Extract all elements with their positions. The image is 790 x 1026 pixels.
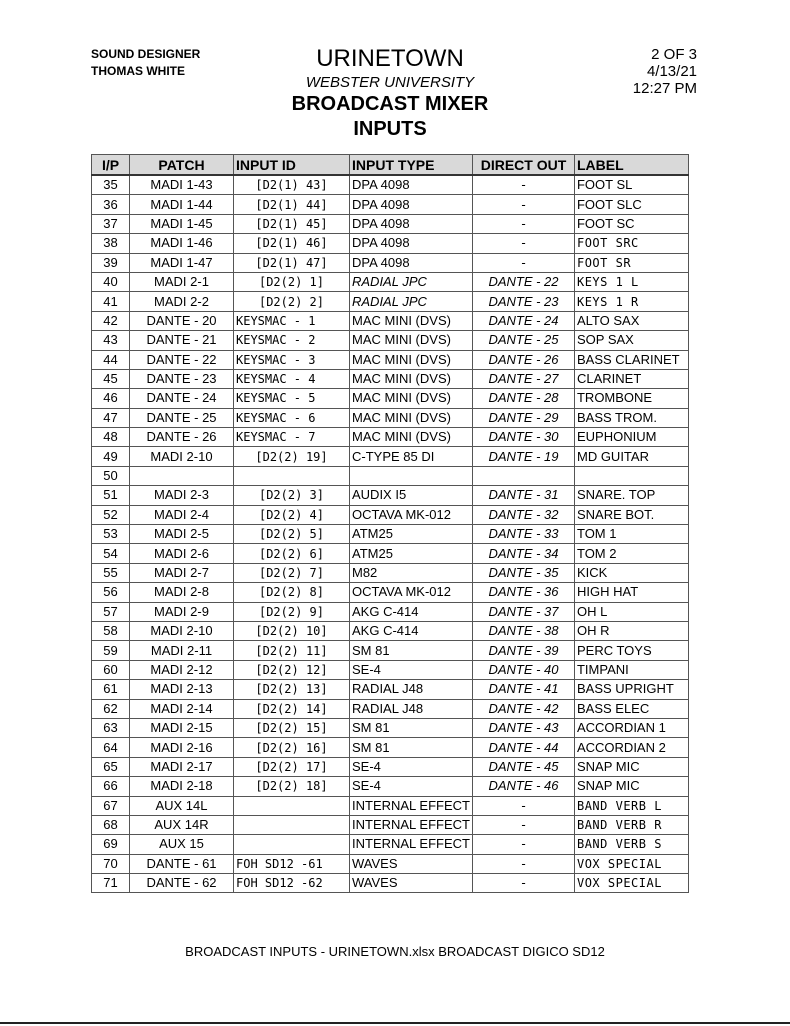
cell-input-type: DPA 4098 [350, 175, 473, 195]
cell-input-type: OCTAVA MK-012 [350, 505, 473, 524]
cell-input-type: MAC MINI (DVS) [350, 369, 473, 388]
cell-input-id: [D2(2) 7] [234, 563, 350, 582]
cell-ip: 71 [92, 874, 130, 893]
cell-input-type: SE-4 [350, 757, 473, 776]
table-row [92, 428, 689, 447]
cell-patch: MADI 2-17 [130, 757, 234, 776]
cell-ip: 59 [92, 641, 130, 660]
cell-direct-out: - [472, 835, 574, 854]
cell-label: TROMBONE [574, 389, 688, 408]
table-row [92, 680, 689, 699]
cell-patch: MADI 2-18 [130, 777, 234, 796]
cell-label: FOOT SRC [574, 234, 688, 253]
cell-direct-out: DANTE - 41 [472, 680, 574, 699]
table-row [92, 854, 689, 873]
cell-input-type: AKG C-414 [350, 621, 473, 640]
cell-input-type: DPA 4098 [350, 195, 473, 214]
cell-ip: 35 [92, 175, 130, 195]
cell-ip: 47 [92, 408, 130, 427]
cell-label: BASS CLARINET [574, 350, 688, 369]
cell-direct-out: - [472, 195, 574, 214]
cell-label: MD GUITAR [574, 447, 688, 466]
cell-direct-out: DANTE - 31 [472, 486, 574, 505]
cell-ip: 57 [92, 602, 130, 621]
cell-direct-out: DANTE - 46 [472, 777, 574, 796]
cell-patch: MADI 2-6 [130, 544, 234, 563]
cell-direct-out: - [472, 214, 574, 233]
table-row [92, 621, 689, 640]
cell-input-id: [D2(2) 8] [234, 583, 350, 602]
cell-ip: 68 [92, 815, 130, 834]
cell-input-id: [D2(2) 17] [234, 757, 350, 776]
cell-label: BASS TROM. [574, 408, 688, 427]
table-row [92, 699, 689, 718]
cell-direct-out: - [472, 175, 574, 195]
cell-direct-out: DANTE - 37 [472, 602, 574, 621]
cell-ip: 58 [92, 621, 130, 640]
cell-label: FOOT SR [574, 253, 688, 272]
cell-patch: MADI 2-10 [130, 447, 234, 466]
cell-ip: 54 [92, 544, 130, 563]
cell-ip: 50 [92, 466, 130, 485]
cell-input-id: [D2(2) 2] [234, 292, 350, 311]
cell-input-type: C-TYPE 85 DI [350, 447, 473, 466]
column-header-patch: PATCH [130, 155, 234, 176]
cell-ip: 65 [92, 757, 130, 776]
cell-patch: MADI 2-13 [130, 680, 234, 699]
table-row [92, 563, 689, 582]
cell-label: PERC TOYS [574, 641, 688, 660]
table-row [92, 835, 689, 854]
cell-ip: 66 [92, 777, 130, 796]
cell-input-type: MAC MINI (DVS) [350, 389, 473, 408]
table-row [92, 292, 689, 311]
table-row [92, 583, 689, 602]
cell-ip: 51 [92, 486, 130, 505]
cell-label: BASS UPRIGHT [574, 680, 688, 699]
cell-label: SNAP MIC [574, 777, 688, 796]
page-footer: BROADCAST INPUTS - URINETOWN.xlsx BROADCAST DIGICO SD12 [185, 944, 605, 959]
table-row [92, 738, 689, 757]
cell-direct-out: DANTE - 30 [472, 428, 574, 447]
cell-direct-out: DANTE - 24 [472, 311, 574, 330]
cell-direct-out: DANTE - 36 [472, 583, 574, 602]
cell-direct-out: DANTE - 43 [472, 718, 574, 737]
document-title: BROADCAST MIXER [291, 93, 489, 115]
cell-ip: 36 [92, 195, 130, 214]
cell-patch [130, 466, 234, 485]
page-bottom-rule [0, 1022, 790, 1024]
table-row [92, 272, 689, 291]
cell-input-id: KEYSMAC - 6 [234, 408, 350, 427]
cell-direct-out: DANTE - 45 [472, 757, 574, 776]
cell-patch: MADI 1-47 [130, 253, 234, 272]
cell-label: FOOT SL [574, 175, 688, 195]
cell-direct-out: - [472, 796, 574, 815]
cell-input-type: MAC MINI (DVS) [350, 311, 473, 330]
cell-ip: 52 [92, 505, 130, 524]
cell-input-id: [D2(2) 19] [234, 447, 350, 466]
cell-input-type: RADIAL J48 [350, 680, 473, 699]
cell-ip: 39 [92, 253, 130, 272]
cell-label: KICK [574, 563, 688, 582]
cell-input-type: INTERNAL EFFECT [350, 796, 473, 815]
cell-input-type: MAC MINI (DVS) [350, 428, 473, 447]
table-row [92, 525, 689, 544]
cell-ip: 53 [92, 525, 130, 544]
cell-input-id: [D2(2) 15] [234, 718, 350, 737]
cell-direct-out: DANTE - 22 [472, 272, 574, 291]
table-header-row [92, 155, 689, 176]
cell-patch: DANTE - 24 [130, 389, 234, 408]
cell-input-id [234, 796, 350, 815]
cell-ip: 56 [92, 583, 130, 602]
cell-label: TOM 2 [574, 544, 688, 563]
table-row [92, 660, 689, 679]
table-row [92, 718, 689, 737]
cell-input-id: [D2(2) 10] [234, 621, 350, 640]
cell-label: CLARINET [574, 369, 688, 388]
page-number: 2 OF 3 [651, 46, 697, 63]
cell-input-type: DPA 4098 [350, 214, 473, 233]
cell-direct-out: DANTE - 42 [472, 699, 574, 718]
cell-patch: DANTE - 26 [130, 428, 234, 447]
cell-input-id: KEYSMAC - 5 [234, 389, 350, 408]
column-header-direct-out: DIRECT OUT [472, 155, 574, 176]
table-row [92, 234, 689, 253]
cell-label: FOOT SC [574, 214, 688, 233]
table-row [92, 815, 689, 834]
cell-label: BAND VERB R [574, 815, 688, 834]
cell-input-id: KEYSMAC - 7 [234, 428, 350, 447]
column-header-input-type: INPUT TYPE [350, 155, 473, 176]
cell-input-id [234, 815, 350, 834]
cell-label: ACCORDIAN 1 [574, 718, 688, 737]
cell-input-id: FOH SD12 -61 [234, 854, 350, 873]
cell-patch: MADI 1-46 [130, 234, 234, 253]
cell-direct-out: DANTE - 19 [472, 447, 574, 466]
cell-patch: MADI 2-7 [130, 563, 234, 582]
cell-patch: MADI 2-2 [130, 292, 234, 311]
cell-patch: DANTE - 61 [130, 854, 234, 873]
cell-label: BASS ELEC [574, 699, 688, 718]
cell-ip: 67 [92, 796, 130, 815]
cell-direct-out: DANTE - 33 [472, 525, 574, 544]
cell-patch: AUX 14L [130, 796, 234, 815]
cell-input-type: M82 [350, 563, 473, 582]
table-row [92, 486, 689, 505]
cell-input-id: [D2(2) 14] [234, 699, 350, 718]
cell-label: SNARE BOT. [574, 505, 688, 524]
cell-direct-out: DANTE - 29 [472, 408, 574, 427]
table-row [92, 350, 689, 369]
cell-ip: 41 [92, 292, 130, 311]
column-header-ip: I/P [92, 155, 130, 176]
cell-input-type: ATM25 [350, 525, 473, 544]
cell-patch: MADI 2-8 [130, 583, 234, 602]
cell-patch: DANTE - 21 [130, 331, 234, 350]
cell-input-id [234, 466, 350, 485]
cell-input-id: KEYSMAC - 2 [234, 331, 350, 350]
cell-patch: AUX 15 [130, 835, 234, 854]
print-date: 4/13/21 [646, 63, 697, 80]
cell-ip: 40 [92, 272, 130, 291]
cell-input-id: KEYSMAC - 3 [234, 350, 350, 369]
cell-input-type: RADIAL JPC [350, 272, 473, 291]
cell-input-id: [D2(2) 12] [234, 660, 350, 679]
table-row [92, 796, 689, 815]
cell-input-type: SM 81 [350, 738, 473, 757]
cell-input-type: INTERNAL EFFECT [350, 815, 473, 834]
cell-patch: MADI 2-14 [130, 699, 234, 718]
cell-input-id: [D2(2) 11] [234, 641, 350, 660]
cell-label: BAND VERB L [574, 796, 688, 815]
cell-direct-out: DANTE - 44 [472, 738, 574, 757]
cell-ip: 37 [92, 214, 130, 233]
cell-input-type: MAC MINI (DVS) [350, 331, 473, 350]
cell-ip: 70 [92, 854, 130, 873]
cell-input-id: [D2(1) 46] [234, 234, 350, 253]
table-row [92, 369, 689, 388]
cell-patch: AUX 14R [130, 815, 234, 834]
table-row [92, 602, 689, 621]
cell-direct-out: DANTE - 23 [472, 292, 574, 311]
cell-input-id: FOH SD12 -62 [234, 874, 350, 893]
cell-patch: MADI 2-11 [130, 641, 234, 660]
cell-input-type: AUDIX I5 [350, 486, 473, 505]
cell-input-id: [D2(1) 45] [234, 214, 350, 233]
cell-direct-out [472, 466, 574, 485]
print-time: 12:27 PM [632, 80, 697, 97]
cell-input-id: [D2(2) 9] [234, 602, 350, 621]
cell-direct-out: DANTE - 25 [472, 331, 574, 350]
cell-input-id: [D2(1) 47] [234, 253, 350, 272]
page-info-block [633, 46, 697, 97]
cell-direct-out: - [472, 815, 574, 834]
cell-input-type: DPA 4098 [350, 253, 473, 272]
cell-input-id: [D2(2) 6] [234, 544, 350, 563]
cell-input-id: [D2(1) 44] [234, 195, 350, 214]
table-row [92, 757, 689, 776]
cell-ip: 49 [92, 447, 130, 466]
column-header-input-id: INPUT ID [234, 155, 350, 176]
cell-input-type: ATM25 [350, 544, 473, 563]
cell-direct-out: - [472, 874, 574, 893]
cell-input-id: [D2(2) 5] [234, 525, 350, 544]
cell-input-id: KEYSMAC - 1 [234, 311, 350, 330]
table-row [92, 505, 689, 524]
table-row [92, 311, 689, 330]
cell-label: OH L [574, 602, 688, 621]
cell-input-type: SE-4 [350, 660, 473, 679]
cell-patch: MADI 2-10 [130, 621, 234, 640]
cell-input-type: INTERNAL EFFECT [350, 835, 473, 854]
cell-input-type: SM 81 [350, 718, 473, 737]
cell-patch: MADI 2-3 [130, 486, 234, 505]
designer-role: SOUND DESIGNER [91, 47, 201, 61]
table-row [92, 175, 689, 195]
cell-input-id: [D2(2) 4] [234, 505, 350, 524]
cell-patch: MADI 2-16 [130, 738, 234, 757]
cell-label: SNAP MIC [574, 757, 688, 776]
cell-ip: 46 [92, 389, 130, 408]
cell-patch: MADI 1-45 [130, 214, 234, 233]
cell-input-id: [D2(2) 16] [234, 738, 350, 757]
inputs-table [91, 154, 689, 893]
cell-input-id: [D2(1) 43] [234, 175, 350, 195]
cell-direct-out: - [472, 234, 574, 253]
cell-ip: 60 [92, 660, 130, 679]
cell-direct-out: DANTE - 34 [472, 544, 574, 563]
cell-direct-out: - [472, 854, 574, 873]
cell-direct-out: DANTE - 27 [472, 369, 574, 388]
cell-input-id: [D2(2) 1] [234, 272, 350, 291]
table-row [92, 253, 689, 272]
cell-ip: 64 [92, 738, 130, 757]
cell-label: KEYS 1 R [574, 292, 688, 311]
cell-label: TOM 1 [574, 525, 688, 544]
cell-patch: DANTE - 25 [130, 408, 234, 427]
cell-label: ACCORDIAN 2 [574, 738, 688, 757]
cell-ip: 45 [92, 369, 130, 388]
cell-ip: 43 [92, 331, 130, 350]
cell-input-type: MAC MINI (DVS) [350, 350, 473, 369]
cell-patch: MADI 2-9 [130, 602, 234, 621]
cell-direct-out: DANTE - 28 [472, 389, 574, 408]
cell-label: OH R [574, 621, 688, 640]
cell-ip: 55 [92, 563, 130, 582]
title-block [240, 44, 540, 142]
cell-ip: 61 [92, 680, 130, 699]
cell-label: HIGH HAT [574, 583, 688, 602]
cell-input-type: SE-4 [350, 777, 473, 796]
cell-patch: MADI 2-4 [130, 505, 234, 524]
table-row [92, 544, 689, 563]
cell-patch: MADI 1-44 [130, 195, 234, 214]
table-row [92, 408, 689, 427]
cell-direct-out: - [472, 253, 574, 272]
cell-label: EUPHONIUM [574, 428, 688, 447]
cell-ip: 42 [92, 311, 130, 330]
cell-input-id: KEYSMAC - 4 [234, 369, 350, 388]
cell-patch: DANTE - 22 [130, 350, 234, 369]
cell-label: BAND VERB S [574, 835, 688, 854]
cell-direct-out: DANTE - 38 [472, 621, 574, 640]
cell-input-type: WAVES [350, 854, 473, 873]
cell-direct-out: DANTE - 40 [472, 660, 574, 679]
cell-label: TIMPANI [574, 660, 688, 679]
cell-patch: MADI 2-5 [130, 525, 234, 544]
cell-direct-out: DANTE - 35 [472, 563, 574, 582]
table-row [92, 195, 689, 214]
cell-input-type: OCTAVA MK-012 [350, 583, 473, 602]
cell-label: SOP SAX [574, 331, 688, 350]
cell-direct-out: DANTE - 39 [472, 641, 574, 660]
cell-input-type: RADIAL JPC [350, 292, 473, 311]
cell-ip: 69 [92, 835, 130, 854]
table-row [92, 777, 689, 796]
cell-ip: 62 [92, 699, 130, 718]
cell-label: KEYS 1 L [574, 272, 688, 291]
cell-patch: DANTE - 20 [130, 311, 234, 330]
venue-name: WEBSTER UNIVERSITY [305, 74, 475, 91]
cell-direct-out: DANTE - 32 [472, 505, 574, 524]
cell-input-type: RADIAL J48 [350, 699, 473, 718]
cell-label: FOOT SLC [574, 195, 688, 214]
cell-label: ALTO SAX [574, 311, 688, 330]
table-row [92, 641, 689, 660]
cell-label [574, 466, 688, 485]
cell-ip: 44 [92, 350, 130, 369]
show-title: URINETOWN [316, 45, 464, 72]
cell-input-type [350, 466, 473, 485]
table-row [92, 214, 689, 233]
cell-direct-out: DANTE - 26 [472, 350, 574, 369]
cell-label: SNARE. TOP [574, 486, 688, 505]
cell-ip: 38 [92, 234, 130, 253]
cell-input-type: MAC MINI (DVS) [350, 408, 473, 427]
document-subtitle: INPUTS [353, 118, 427, 140]
table-row [92, 447, 689, 466]
designer-name: THOMAS WHITE [91, 64, 185, 78]
cell-label: VOX SPECIAL [574, 874, 688, 893]
table-row [92, 874, 689, 893]
cell-input-id [234, 835, 350, 854]
cell-input-type: DPA 4098 [350, 234, 473, 253]
cell-ip: 48 [92, 428, 130, 447]
cell-input-id: [D2(2) 13] [234, 680, 350, 699]
cell-ip: 63 [92, 718, 130, 737]
cell-patch: MADI 2-1 [130, 272, 234, 291]
cell-patch: MADI 1-43 [130, 175, 234, 195]
cell-input-id: [D2(2) 3] [234, 486, 350, 505]
column-header-label: LABEL [574, 155, 688, 176]
table-row [92, 331, 689, 350]
cell-patch: MADI 2-15 [130, 718, 234, 737]
cell-patch: DANTE - 62 [130, 874, 234, 893]
table-row [92, 466, 689, 485]
cell-patch: DANTE - 23 [130, 369, 234, 388]
cell-patch: MADI 2-12 [130, 660, 234, 679]
cell-input-type: WAVES [350, 874, 473, 893]
cell-label: VOX SPECIAL [574, 854, 688, 873]
cell-input-id: [D2(2) 18] [234, 777, 350, 796]
cell-input-type: SM 81 [350, 641, 473, 660]
designer-block [91, 46, 200, 80]
table-row [92, 389, 689, 408]
cell-input-type: AKG C-414 [350, 602, 473, 621]
